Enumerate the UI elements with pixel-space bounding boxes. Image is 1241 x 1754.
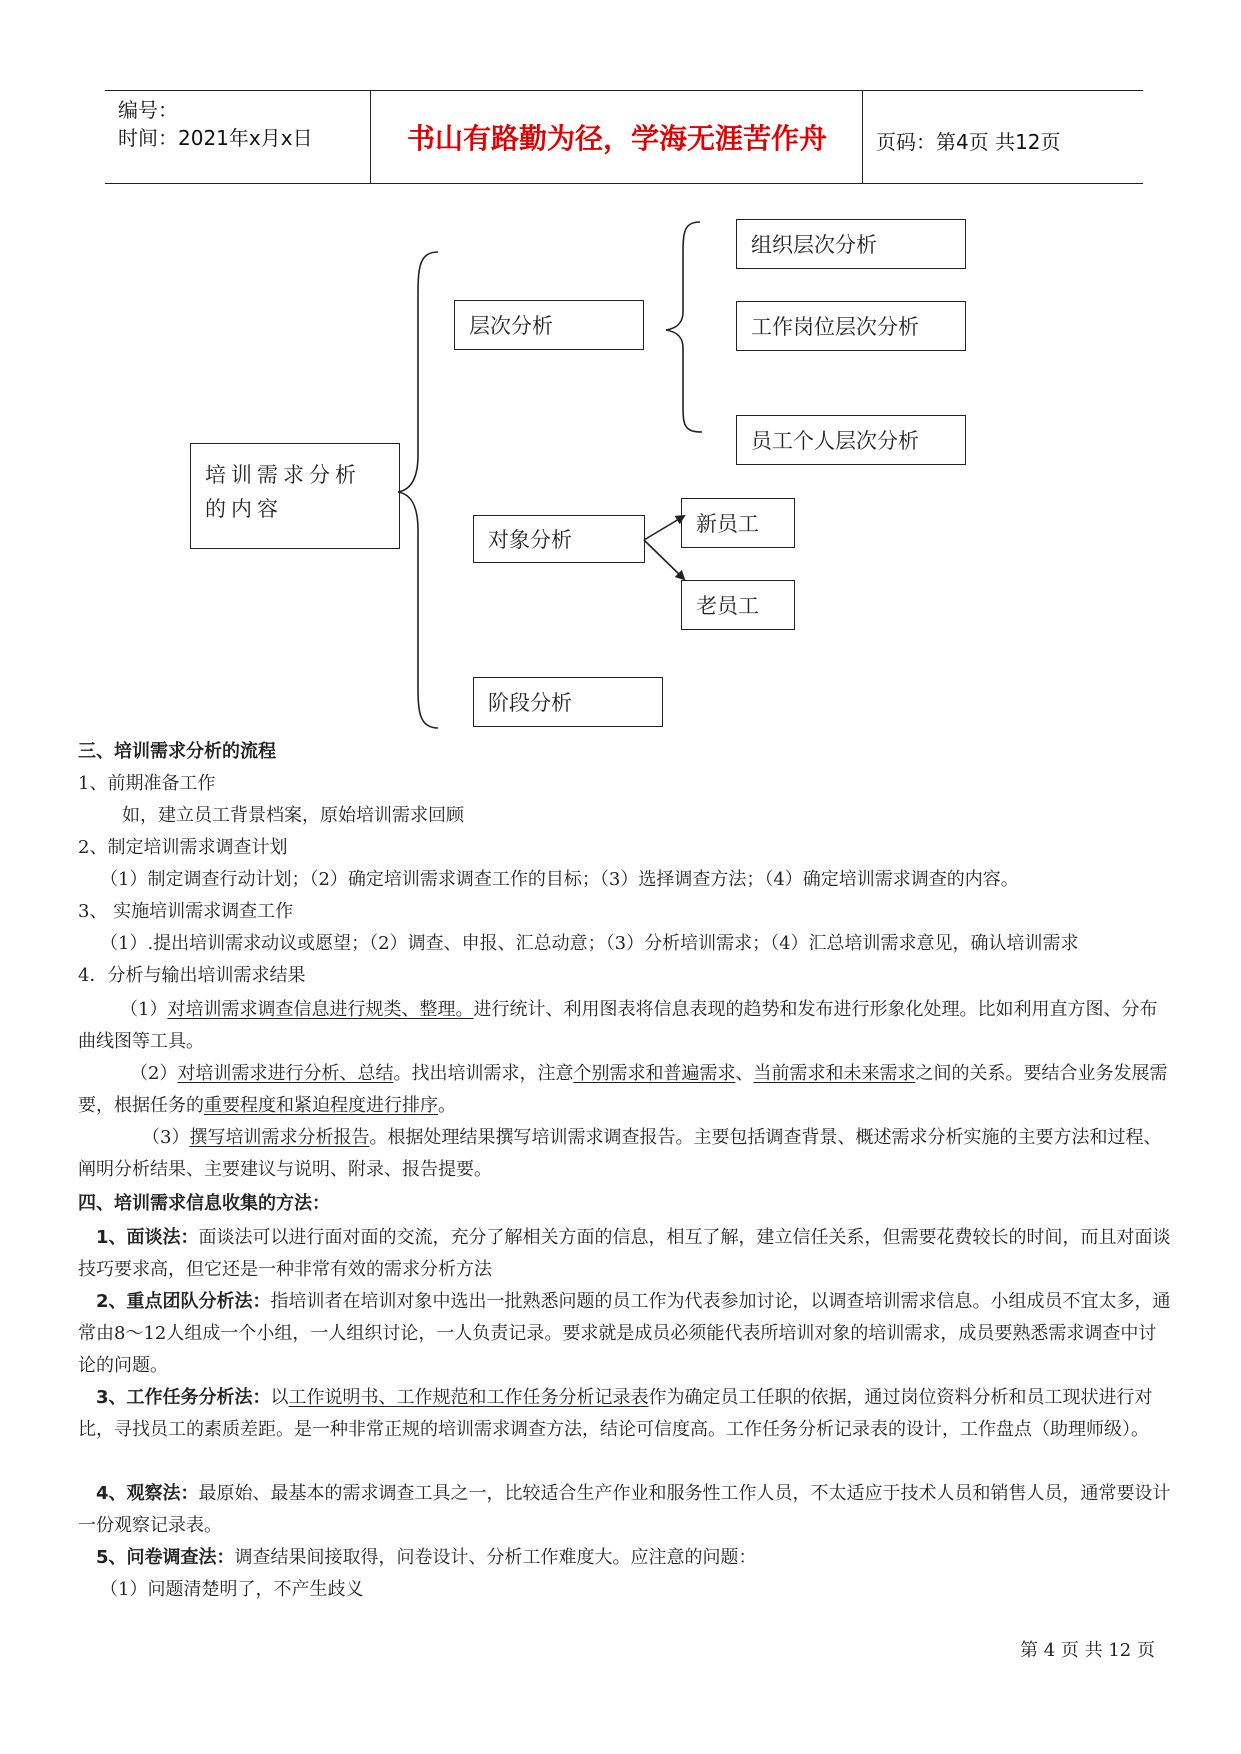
section3-step4: 4．分析与输出培训需求结果	[78, 965, 306, 986]
method-3-prefix: 以	[270, 1387, 289, 1408]
section3-step3-body: （1）.提出培训需求动议或愿望；（2）调查、申报、汇总动意；（3）分析培训需求；（4）汇总培训需求意见，确认培训需求	[100, 933, 1079, 954]
diagram-old-staff-box: 老员工	[681, 580, 795, 630]
paragraph-2-underlined-2: 个别需求和普遍需求	[573, 1063, 736, 1084]
section3-title: 三、培训需求分析的流程	[78, 741, 276, 762]
paragraph-2-underlined-1: 对培训需求进行分析、总结	[177, 1063, 394, 1084]
paragraph-1-prefix: （1）	[120, 999, 168, 1020]
method-5-questionnaire	[96, 1542, 1192, 1574]
method-3-body: 作为确定员工任职的依据，通过岗位资料分析和员工现状进行对比，寻找员工的素质差距。是一种非常正规的培训需求调查方法，结论可信度高。工作任务分析记录表的设计，工作盘点（助理师级）。	[78, 1387, 1153, 1440]
method-3-label: 3、工作任务分析法：	[96, 1387, 271, 1408]
diagram-stage-analysis-box: 阶段分析	[473, 677, 663, 727]
method-2-focus-group	[78, 1286, 1174, 1382]
method-1-label: 1、面谈法：	[96, 1227, 199, 1248]
arrow-to-new-staff	[644, 516, 684, 540]
main-brace	[398, 252, 438, 728]
method-5-body: 调查结果间接取得，问卷设计、分析工作难度大。应注意的问题：	[234, 1547, 757, 1568]
diagram-connectors	[0, 0, 1241, 760]
paragraph-2-prefix: （2）	[130, 1063, 178, 1084]
method-2-body: 指培训者在培训对象中选出一批熟悉问题的员工作为代表参加讨论，以调查培训需求信息。小组成员不宜太多，通常由8～12人组成一个小组，一人组织讨论，一人负责记录。要求就是成员必须能代表所培训对象的培训需求，成员要熟悉需求调查中讨论的问题。	[78, 1291, 1171, 1376]
diagram-job-level-box: 工作岗位层次分析	[736, 301, 966, 351]
method-5-label: 5、问卷调查法：	[96, 1547, 235, 1568]
paragraph-2-text-2: 、	[735, 1063, 754, 1084]
paragraph-2-text-3: 之间的关系。要结合业务发展需要，根据任务的	[78, 1063, 1168, 1116]
section3-step4-paragraph-2	[78, 1058, 1174, 1122]
diagram-org-level-box: 组织层次分析	[736, 219, 966, 269]
method-3-underlined: 工作说明书、工作规范和工作任务分析记录表	[288, 1387, 649, 1408]
header-page-label: 页码：第4页 共12页	[876, 130, 1061, 154]
header-time-label: 时间：2021年x月x日	[118, 126, 313, 150]
method-1-interview	[78, 1222, 1174, 1286]
footer-page-number: 第 4 页 共 12 页	[1020, 1640, 1155, 1661]
paragraph-2-underlined-4: 重要程度和紧迫程度进行排序	[204, 1095, 438, 1116]
paragraph-3-prefix: （3）	[142, 1127, 190, 1148]
method-3-task-analysis	[78, 1382, 1174, 1446]
method-4-body: 最原始、最基本的需求调查工具之一，比较适合生产作业和服务性工作人员，不太适应于技术人员和销售人员，通常要设计一份观察记录表。	[78, 1483, 1171, 1536]
paragraph-2-underlined-3: 当前需求和未来需求	[753, 1063, 916, 1084]
section3-step2-body: （1）制定调查行动计划；（2）确定培训需求调查工作的目标；（3）选择调查方法；（4）确定培训需求调查的内容。	[100, 869, 1019, 890]
paragraph-1-rest: 进行统计、利用图表将信息表现的趋势和发布进行形象化处理。比如利用直方图、分布曲线图等工具。	[78, 999, 1158, 1052]
method-5-item-1: （1）问题清楚明了，不产生歧义	[100, 1579, 364, 1600]
diagram-object-analysis-box: 对象分析	[473, 515, 645, 563]
diagram-personal-level-box: 员工个人层次分析	[736, 415, 966, 465]
method-4-label: 4、观察法：	[96, 1483, 199, 1504]
header-motto: 书山有路勤为径，学海无涯苦作舟	[406, 122, 827, 155]
level-brace	[666, 222, 702, 432]
paragraph-1-underlined: 对培训需求调查信息进行规类、整理。	[167, 999, 474, 1020]
section3-step4-paragraph-1	[78, 994, 1174, 1058]
method-2-label: 2、重点团队分析法：	[96, 1291, 271, 1312]
section3-step1: 1、前期准备工作	[78, 773, 216, 794]
header-number-label: 编号：	[118, 98, 178, 122]
paragraph-2-text-4: 。	[438, 1095, 456, 1116]
arrow-to-old-staff	[644, 540, 684, 579]
method-1-body: 面谈法可以进行面对面的交流，充分了解相关方面的信息，相互了解，建立信任关系，但需要花费较长的时间，而且对面谈技巧要求高，但它还是一种非常有效的需求分析方法	[78, 1227, 1171, 1280]
section3-step4-paragraph-3	[78, 1122, 1174, 1186]
paragraph-3-rest: 。根据处理结果撰写培训需求调查报告。主要包括调查背景、概述需求分析实施的主要方法和过程、阐明分析结果、主要建议与说明、附录、报告提要。	[78, 1127, 1162, 1180]
section3-step2: 2、制定培训需求调查计划	[78, 837, 288, 858]
section3-step3: 3、 实施培训需求调查工作	[78, 901, 294, 922]
diagram-new-staff-box: 新员工	[681, 498, 795, 548]
diagram-level-analysis-box: 层次分析	[454, 300, 644, 350]
diagram-root-box: 培训需求分析的内容	[190, 443, 400, 549]
paragraph-3-underlined: 撰写培训需求分析报告	[189, 1127, 370, 1148]
method-4-observation	[78, 1478, 1174, 1542]
section4-title: 四、培训需求信息收集的方法：	[78, 1193, 330, 1214]
section3-step1-body: 如，建立员工背景档案，原始培训需求回顾	[122, 805, 464, 826]
paragraph-2-text-1: 。找出培训需求，注意	[393, 1063, 574, 1084]
